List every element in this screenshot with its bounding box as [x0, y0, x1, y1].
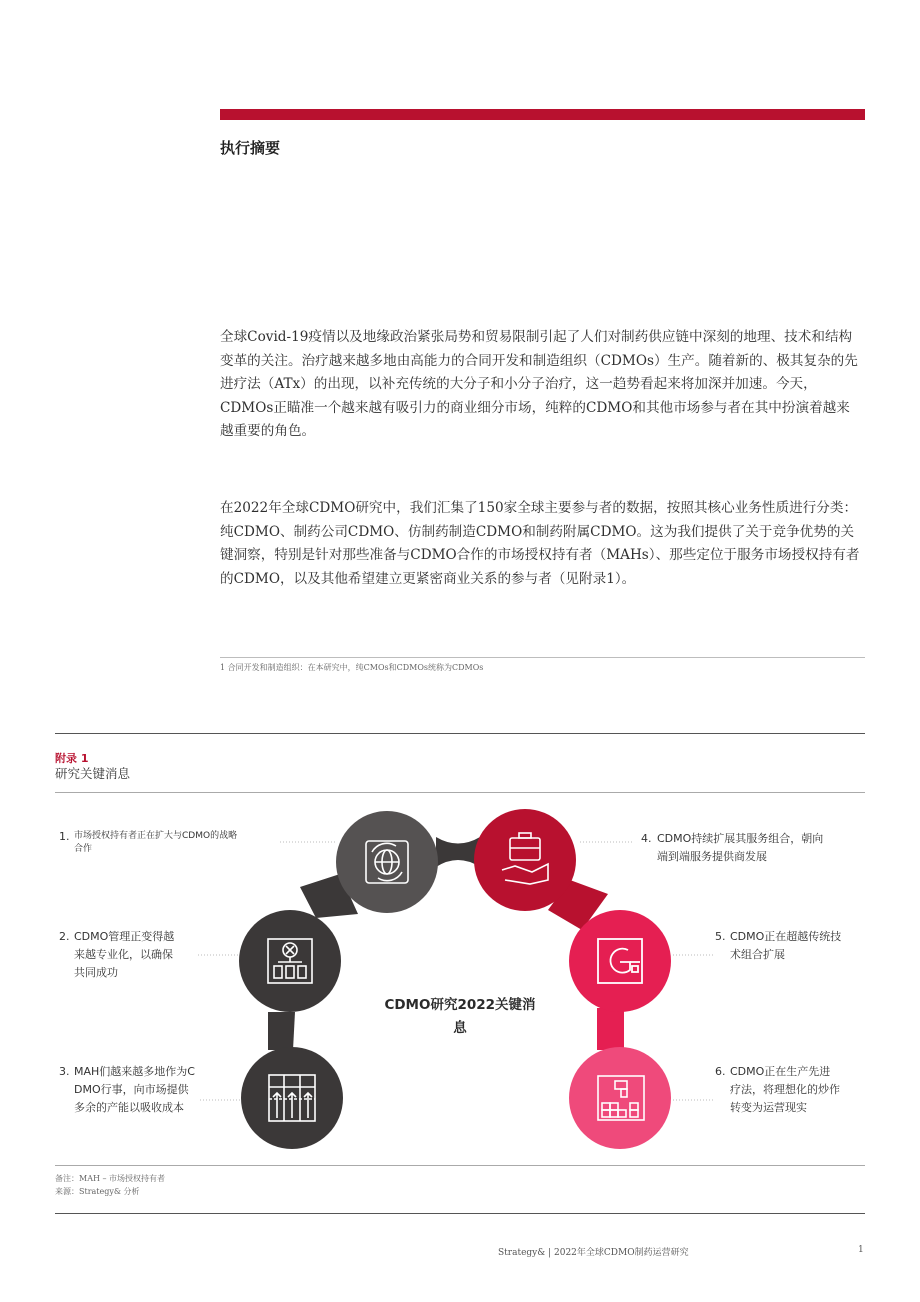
exhibit-label: 附录 1 [55, 752, 89, 765]
exhibit-note: 备注：MAH – 市场授权持有者 [55, 1174, 166, 1183]
key-message-number: 1. [59, 830, 70, 843]
key-message-line: CDMO正在生产先进 [730, 1065, 831, 1078]
circle-4 [474, 809, 576, 911]
key-message-number: 5. [715, 930, 726, 943]
section-title: 执行摘要 [220, 139, 281, 157]
circle-5 [569, 910, 671, 1012]
key-message-number: 2. [59, 930, 70, 943]
page-footer: Strategy& | 2022年全球CDMO制药运营研究 [498, 1248, 689, 1258]
circle-1 [336, 811, 438, 913]
center-title-line-1: CDMO研究2022关键消 [384, 997, 536, 1013]
connector-2-3 [268, 1012, 295, 1050]
key-message-number: 4. [641, 832, 652, 845]
key-message-line: 市场授权持有者正在扩大与CDMO的战略 [74, 831, 238, 841]
key-message-number: 6. [715, 1065, 726, 1078]
circle-6 [569, 1047, 671, 1149]
page-bottom-divider [55, 1213, 865, 1214]
key-message-line: 疗法，将理想化的炒作 [730, 1083, 840, 1096]
exhibit-title: 研究关键消息 [55, 766, 131, 781]
center-title-line-2: 息 [453, 1020, 467, 1036]
connector-1-4 [436, 837, 480, 867]
key-message-number: 3. [59, 1065, 70, 1078]
key-message-line: CDMO管理正变得越 [74, 930, 175, 943]
key-message-line: 多余的产能以吸收成本 [74, 1101, 184, 1114]
paragraph-2: 在2022年全球CDMO研究中，我们汇集了150家全球主要参与者的数据，按照其核心业务性质进行分类：纯CDMO、制药公司CDMO、仿制药制造CDMO和制药附属CDMO。这为我们提供了关于竞争优势的关键洞察，特别是针对那些准备与CDMO合作的市场授权持有者（MAHs）、那些定位于服务市场授权持有者的CDMO，以及其他希望建立更紧密商业关系的参与者（见附录1）。 [220, 500, 860, 587]
key-message-line: CDMO持续扩展其服务组合，朝向 [657, 832, 824, 845]
circle-3 [241, 1047, 343, 1149]
key-message-line: 端到端服务提供商发展 [657, 850, 767, 863]
paragraph-1: 全球Covid-19疫情以及地缘政治紧张局势和贸易限制引起了人们对制药供应链中深刻的地理、技术和结构变革的关注。治疗越来越多地由高能力的合同开发和制造组织（CDMOs）生产。随着新的、极其复杂的先进疗法（ATx）的出现，以补充传统的大分子和小分子治疗，这一趋势看起来将加深并加速。今天，CDMOs正瞄准一个越来越有吸引力的商业细分市场，纯粹的CDMO和其他市场参与者在其中扮演着越来越重要的角色。 [220, 329, 858, 439]
key-message-line: CDMO正在超越传统技 [730, 930, 842, 943]
exhibit-source: 来源：Strategy& 分析 [55, 1187, 140, 1196]
key-message-line: 来越专业化，以确保 [74, 948, 173, 961]
page-number: 1 [858, 1245, 864, 1255]
key-message-line: MAH们越来越多地作为C [74, 1065, 195, 1078]
footnote: 1 合同开发和制造组织：在本研究中，纯CMOs和CDMOs统称为CDMOs [220, 663, 484, 672]
key-message-line: DMO行事，向市场提供 [74, 1083, 189, 1096]
circle-2 [239, 910, 341, 1012]
exhibit-bottom-divider [55, 1165, 865, 1166]
key-message-line: 术组合扩展 [730, 948, 785, 961]
connector-5-6 [597, 1008, 624, 1050]
key-message-line: 合作 [74, 844, 93, 854]
key-message-line: 转变为运营现实 [730, 1101, 807, 1114]
key-message-line: 共同成功 [74, 966, 118, 979]
